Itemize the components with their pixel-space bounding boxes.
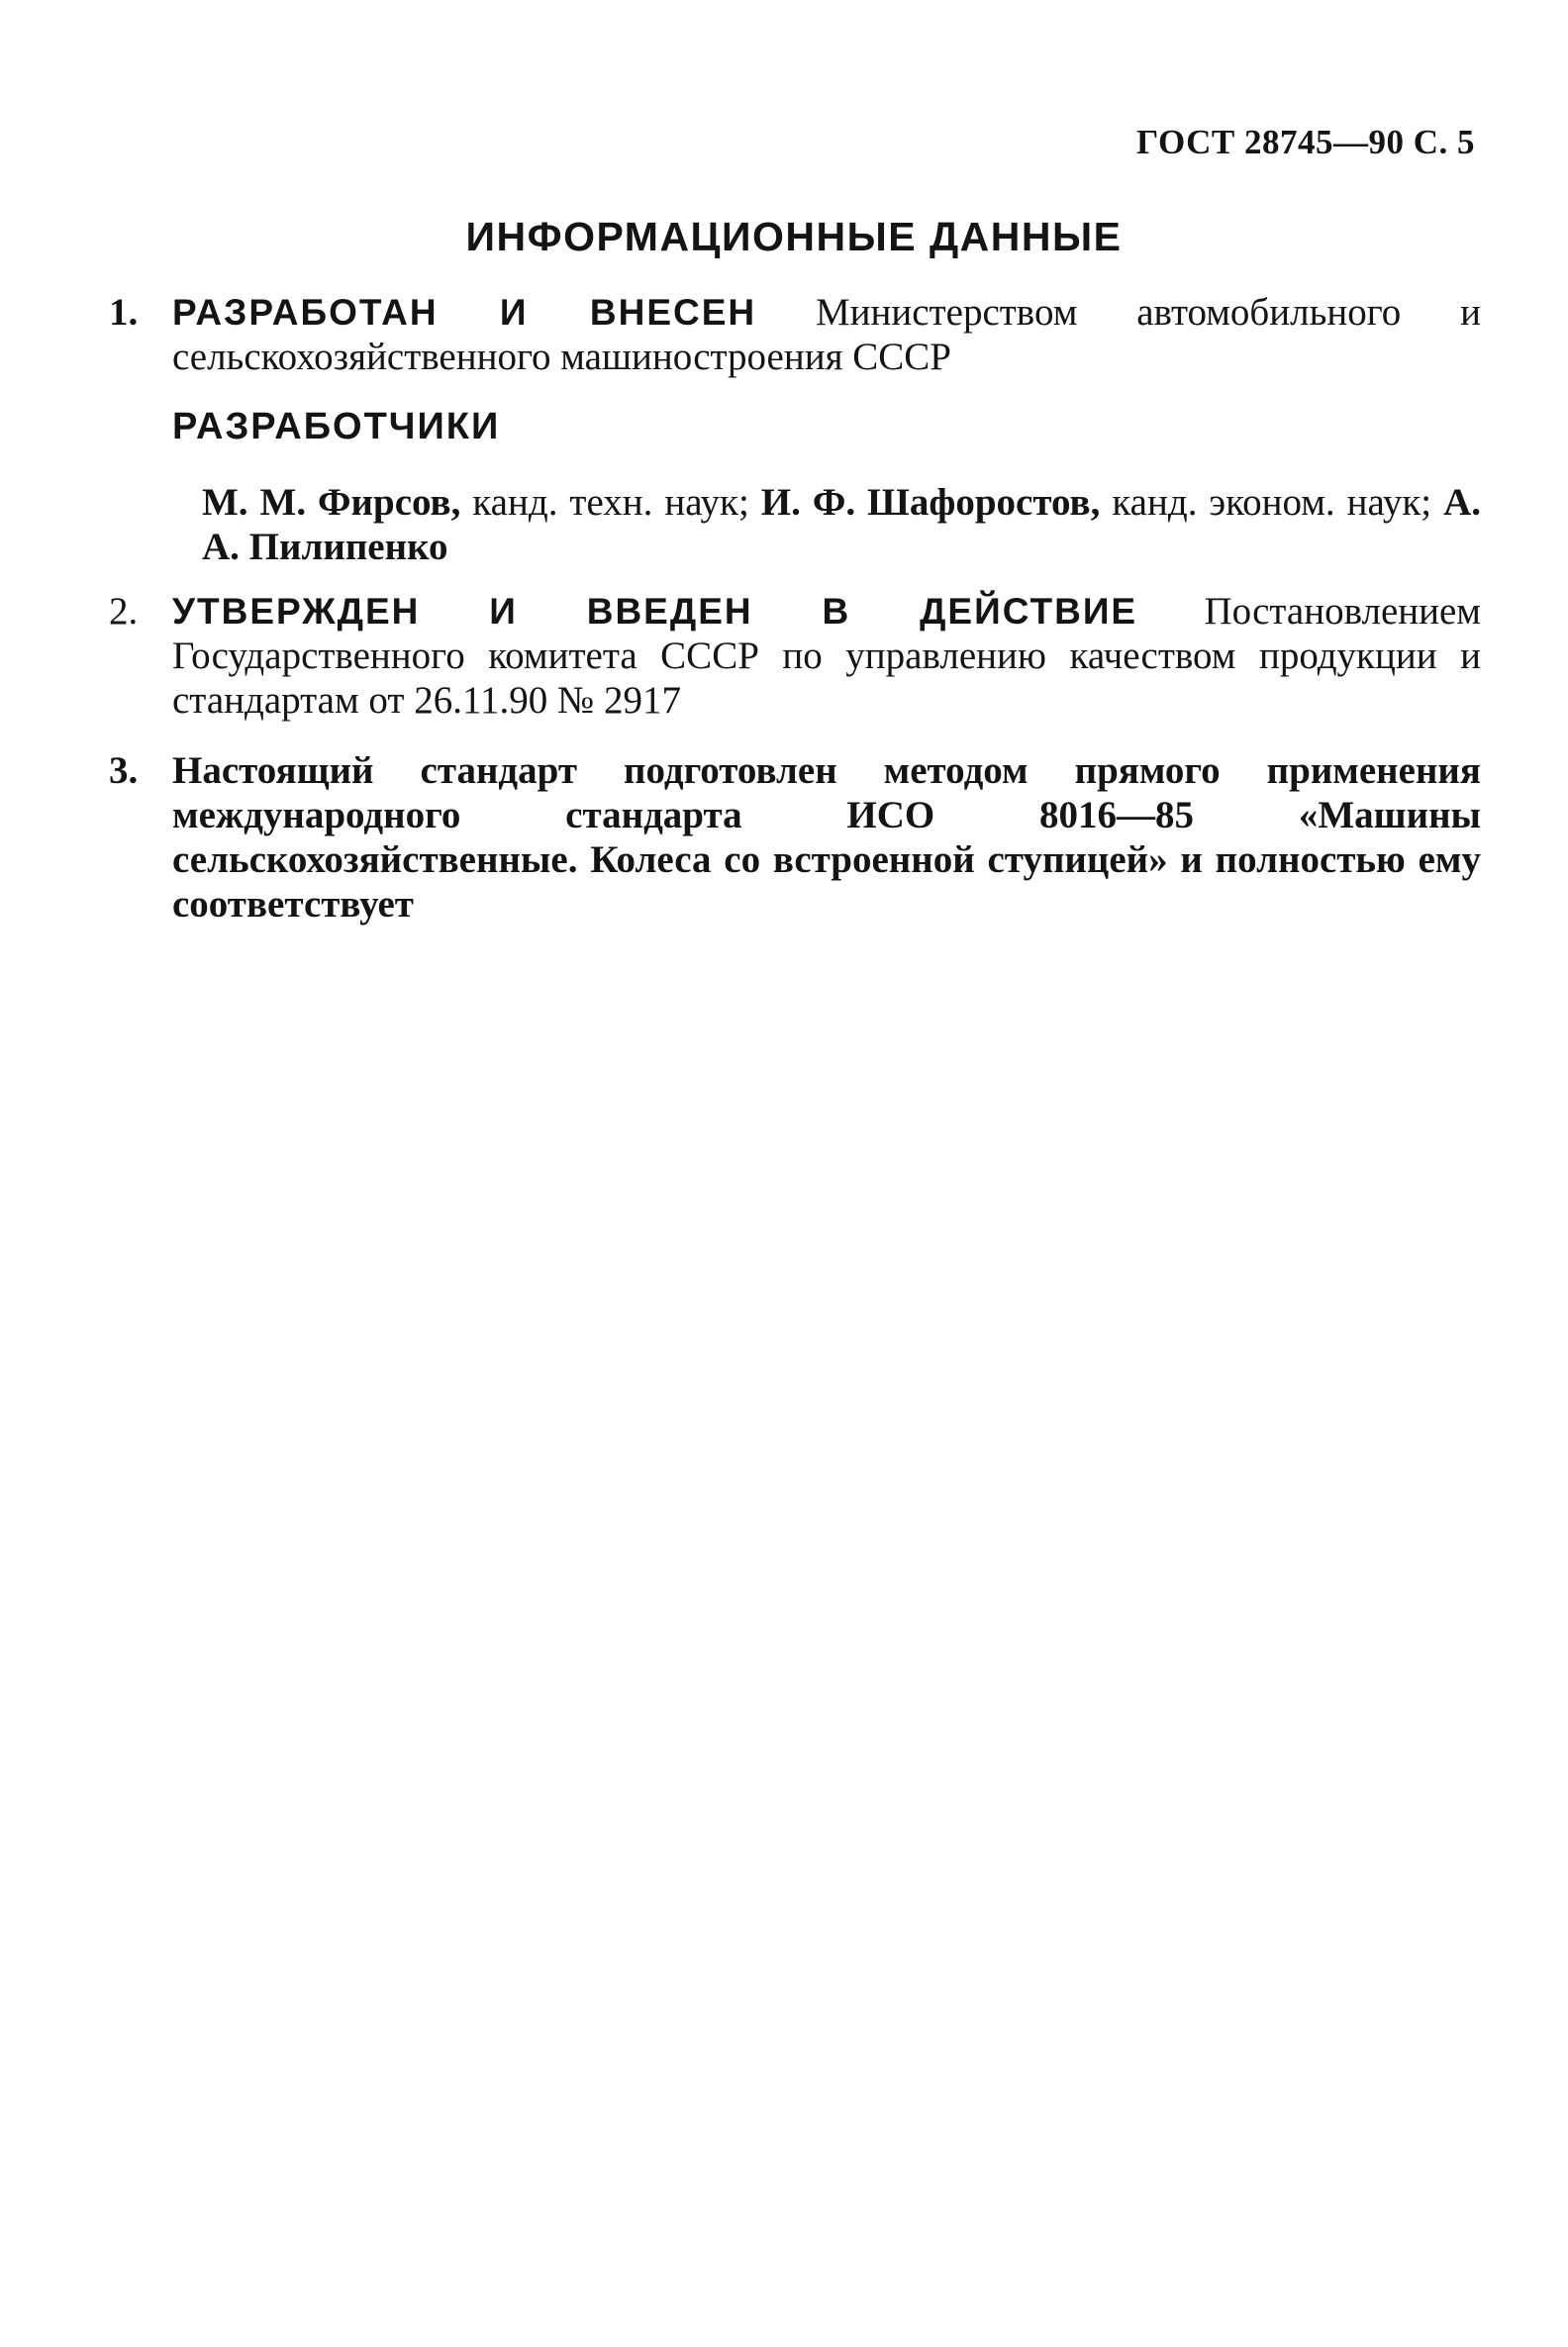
info-item-3 — [109, 748, 1481, 927]
document-reference: ГОСТ 28745—90 С. 5 — [1136, 123, 1475, 161]
developer-title: канд. техн. наук; — [472, 481, 749, 524]
item-number: 3. — [109, 749, 139, 792]
item-lead: РАЗРАБОТАН И ВНЕСЕН — [172, 292, 757, 333]
developer-name: А. А. Пилипенко — [202, 481, 1482, 568]
item-text: Постановлением Государственного комитета СССР по управлению качеством продукции и стандартам от 26.11.90 № 2917 — [172, 590, 1481, 722]
developers-heading: РАЗРАБОТЧИКИ — [172, 406, 501, 447]
item-text: Министерством автомобильного и сельскохозяйственного машиностроения СССР — [172, 291, 1482, 378]
info-item-1 — [109, 290, 1481, 379]
developer-name: М. М. Фирсов, — [202, 481, 461, 524]
developers-list — [202, 480, 1481, 569]
item-number: 2. — [109, 590, 139, 633]
developer-title: канд. эконом. наук; — [1112, 481, 1432, 524]
item-number: 1. — [109, 291, 139, 334]
page-title: ИНФОРМАЦИОННЫЕ ДАННЫЕ — [465, 214, 1123, 259]
item-text: Настоящий стандарт подготовлен методом прямого применения международного стандарта ИСО 8016—85 «Машины сельскохозяйственные. Колеса со встроенной ступицей» и полностью ему соответствует — [172, 749, 1481, 926]
developer-name: И. Ф. Шафоростов, — [760, 481, 1101, 524]
item-lead: УТВЕРЖДЕН И ВВЕДЕН В ДЕЙСТВИЕ — [172, 591, 1138, 632]
info-item-2 — [109, 589, 1481, 723]
